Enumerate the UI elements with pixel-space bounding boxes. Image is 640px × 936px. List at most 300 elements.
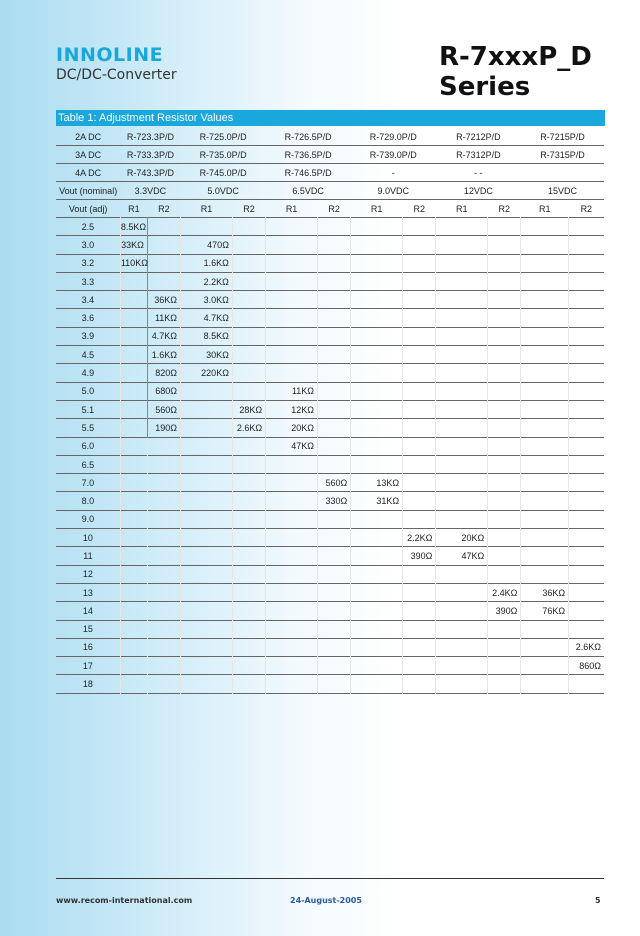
r2-value [488,474,521,492]
r2-value [318,364,351,382]
model-number: R-725.0P/D [199,131,247,142]
r1-value [181,400,233,418]
model-number: - [391,167,395,178]
series-title-line2: Series [439,72,531,102]
r1-value [521,218,569,236]
r1-value [120,346,147,364]
r1-value [266,327,318,345]
vout-nominal-value: 15VDC [547,185,577,196]
r2-value [232,492,265,510]
vout-nominal-value: 12VDC [463,185,493,196]
r1-value [120,492,147,510]
r2-value [318,382,351,400]
r1-value [351,583,403,601]
r2-value [403,346,436,364]
r2-header: R2 [413,203,425,214]
vout-nominal-value: 6.5VDC [292,185,324,196]
model-row [56,146,604,164]
r2-value [488,364,521,382]
r2-value [318,529,351,547]
r1-value [521,437,569,455]
model-number: R-723.3P/D [126,131,174,142]
r1-value [436,602,488,620]
r1-value [436,638,488,656]
r1-value: 36KΩ [521,583,569,601]
r2-value [569,510,604,528]
r1-value [521,675,569,693]
r1-value: 20KΩ [436,529,488,547]
r2-value [488,327,521,345]
table-row [56,218,604,236]
r2-value: 1.6KΩ [147,346,180,364]
current-label: 2A DC [75,131,102,142]
r1-value [120,620,147,638]
adjustment-resistor-table [56,128,604,694]
r1-value [521,327,569,345]
r2-value: 680Ω [147,382,180,400]
table-row [56,583,604,601]
vout-adj-value: 17 [82,660,93,671]
r1-value: 1.6KΩ [181,254,233,272]
r1-value [181,529,233,547]
model-number: R-745.0P/D [199,167,247,178]
vout-adj-value: 5.0 [81,386,95,397]
table-row [56,675,604,693]
r1-value [266,638,318,656]
r1-value [181,218,233,236]
r2-value [569,529,604,547]
series-title-line1: R-7xxxP_D [439,42,592,72]
r1-value: 47KΩ [266,437,318,455]
r2-value [569,474,604,492]
model-number: R-743.3P/D [126,167,174,178]
r2-value [232,529,265,547]
r2-value [403,254,436,272]
r2-value [318,565,351,583]
r1-value [436,382,488,400]
r1-header: R1 [128,203,140,214]
r1-value [266,309,318,327]
r2-value [232,327,265,345]
r1-value [521,364,569,382]
r2-value [569,254,604,272]
r2-value [569,419,604,437]
r2-value [318,620,351,638]
r1-value: 8.5KΩ [120,218,147,236]
r1-value [436,565,488,583]
r1-value [351,565,403,583]
r2-value [569,272,604,290]
r2-header: R2 [328,203,340,214]
r2-value [232,547,265,565]
r2-value [147,474,180,492]
table-row [56,565,604,583]
table-row [56,400,604,418]
r2-value [403,272,436,290]
r1-value [351,657,403,675]
r2-value [147,254,180,272]
r2-value [318,291,351,309]
r2-value [232,657,265,675]
vout-adj-value: 3.2 [81,258,95,269]
r1-value: 110KΩ [120,254,147,272]
r2-value [569,346,604,364]
table-row [56,638,604,656]
table-row [56,309,604,327]
r1-value [521,620,569,638]
vout-adj-value: 11 [83,550,93,561]
model-number: R-736.5P/D [284,149,332,160]
r1-value [351,510,403,528]
r1-value: 4.7KΩ [181,309,233,327]
r1-value: 3.0KΩ [181,291,233,309]
r2-value [403,675,436,693]
r1-value [266,657,318,675]
r1-value [436,583,488,601]
r2-value [488,236,521,254]
r1-value: 470Ω [181,236,233,254]
table-row [56,346,604,364]
r2-value [232,236,265,254]
r2-value [232,291,265,309]
r2-value [232,346,265,364]
r1-value [266,510,318,528]
r2-value [488,547,521,565]
r2-value [488,510,521,528]
r2-value [488,675,521,693]
r2-value [488,382,521,400]
r1-value [351,236,403,254]
r2-value: 560Ω [318,474,351,492]
series-title [439,42,592,102]
r2-value [318,675,351,693]
r2-value: 2.2KΩ [403,529,436,547]
r1-value [351,327,403,345]
footer-url[interactable]: www.recom-international.com [56,896,193,905]
r2-value: 390Ω [403,547,436,565]
r1-value [120,529,147,547]
r2-value [403,364,436,382]
r1-value [266,583,318,601]
table-title: Table 1: Adjustment Resistor Values [56,110,605,126]
r2-value: 2.6KΩ [569,638,604,656]
r1-value: 13KΩ [351,474,403,492]
r1-value [120,510,147,528]
r1-value [521,254,569,272]
vout-adj-value: 10 [82,532,93,543]
r2-value [147,620,180,638]
r1-value [521,419,569,437]
r2-value [488,638,521,656]
r2-value: 820Ω [147,364,180,382]
r1-value [120,272,147,290]
r1-value [351,291,403,309]
r2-value [488,565,521,583]
r1-value [521,346,569,364]
table-row [56,272,604,290]
table-row [56,291,604,309]
r2-value [147,492,180,510]
brand-subtitle: DC/DC-Converter [56,67,177,83]
r1-value [436,492,488,510]
r1-value [120,364,147,382]
r2-value: 2.4KΩ [488,583,521,601]
model-row [56,128,604,146]
r1-value [181,602,233,620]
r2-value [403,455,436,473]
r2-value [232,218,265,236]
r2-value [403,602,436,620]
r1-value [181,675,233,693]
r1-value [181,492,233,510]
r1-value [436,236,488,254]
r2-value [403,218,436,236]
r1-value [351,638,403,656]
r2-value [403,474,436,492]
model-number [521,164,604,182]
model-number: R-735.0P/D [199,149,247,160]
r1-value [351,254,403,272]
r1-value [266,291,318,309]
r2-value [569,236,604,254]
r2-value [569,620,604,638]
r1-value [120,474,147,492]
r1-value [266,346,318,364]
r2-value [318,657,351,675]
r2-value [147,236,180,254]
r1-value [181,455,233,473]
r1-value [436,346,488,364]
r2-value [488,419,521,437]
model-number: R-7215P/D [540,131,585,142]
model-number: R-739.0P/D [369,149,417,160]
r1-value [266,455,318,473]
r2-value [147,218,180,236]
vout-adj-value: 6.5 [81,459,95,470]
table-row [56,510,604,528]
r1-header: R1 [539,203,551,214]
r2-value [569,547,604,565]
r2-value: 4.7KΩ [147,327,180,345]
r1-value [266,218,318,236]
model-number: R-7315P/D [540,149,585,160]
r1-value [120,291,147,309]
r2-value [232,583,265,601]
r2-value [232,455,265,473]
r2-value [403,236,436,254]
r1-value [521,272,569,290]
r2-value [232,474,265,492]
r1-value [351,218,403,236]
r1-value [436,254,488,272]
vout-adj-value: 13 [82,587,93,598]
r2-value [403,309,436,327]
table-row [56,327,604,345]
r1-value [351,602,403,620]
r1-value [181,583,233,601]
r2-value: 2.6KΩ [232,419,265,437]
table-row [56,474,604,492]
r1-value [351,419,403,437]
r1-value [266,675,318,693]
r2-value [318,437,351,455]
r2-value [569,602,604,620]
r1-value [436,291,488,309]
vout-adj-value: 3.9 [81,331,95,342]
r2-value [488,272,521,290]
r1-value [351,400,403,418]
r2-value [403,382,436,400]
r2-value [147,547,180,565]
r1-value [351,529,403,547]
r2-value [232,602,265,620]
r2-value [232,254,265,272]
model-number: R-726.5P/D [284,131,332,142]
r1-value [351,620,403,638]
r1-value: 2.2KΩ [181,272,233,290]
r2-value [147,565,180,583]
table-row [56,455,604,473]
r1-value: 20KΩ [266,419,318,437]
vout-adj-value: 3.3 [81,276,95,287]
r1-value: 30KΩ [181,346,233,364]
r2-value [318,583,351,601]
r1-value: 11KΩ [266,382,318,400]
r2-value [403,327,436,345]
vout-adj-value: 5.1 [81,404,95,415]
r2-value [569,565,604,583]
r1-value [436,400,488,418]
r1-value [120,638,147,656]
r1-value [351,364,403,382]
r2-value [403,437,436,455]
r1-value [436,327,488,345]
r1-value [436,455,488,473]
r2-value [232,510,265,528]
r1-value: 31KΩ [351,492,403,510]
r2-value [232,638,265,656]
vout-adj-value: 4.5 [81,349,95,360]
r2-value [403,620,436,638]
r1-value [181,474,233,492]
r2-value: 36KΩ [147,291,180,309]
vout-adj-value: 7.0 [81,477,95,488]
vout-adj-value: 9.0 [81,514,95,525]
r2-value [147,638,180,656]
r2-header: R2 [158,203,170,214]
r1-value [436,364,488,382]
vout-adj-value: 18 [82,679,93,690]
r1-value [436,419,488,437]
table-row [56,529,604,547]
r2-value [569,437,604,455]
r2-value [147,455,180,473]
r1-value [436,309,488,327]
r2-value [147,272,180,290]
r2-value [318,455,351,473]
r1-value [266,236,318,254]
r2-value [318,309,351,327]
r2-value [232,437,265,455]
r1-value [436,620,488,638]
r2-value: 860Ω [569,657,604,675]
vout-nominal-value: 5.0VDC [207,185,239,196]
current-label: 3A DC [75,149,102,160]
r1-value [521,400,569,418]
r1-header: R1 [200,203,213,214]
vout-adj-value: 15 [82,624,93,635]
vout-adj-value: 6.0 [81,441,95,452]
r1-value [521,291,569,309]
r2-value [318,602,351,620]
r1-value [120,382,147,400]
r2-header: R2 [498,203,511,214]
r1-value: 47KΩ [436,547,488,565]
r2-value [147,583,180,601]
r2-value [488,254,521,272]
r1-value [351,272,403,290]
r1-value [181,620,233,638]
r2-value [569,309,604,327]
r2-value [488,657,521,675]
r2-value: 190Ω [147,419,180,437]
r1-value [120,455,147,473]
r1-value [120,400,147,418]
vout-adj-value: 3.6 [81,313,95,324]
r2-value [403,492,436,510]
r1-value [521,382,569,400]
r2-value [232,382,265,400]
r1-value: 12KΩ [266,400,318,418]
r2-value [232,364,265,382]
r1-value [266,620,318,638]
r1-value [181,437,233,455]
r1-value: 76KΩ [521,602,569,620]
vout-adj-value: 5.5 [81,422,95,433]
r2-value [569,218,604,236]
r2-value [318,638,351,656]
r1-value [120,327,147,345]
r1-header: R1 [285,203,298,214]
r2-value [488,529,521,547]
r2-value [488,309,521,327]
r1-header: R1 [370,203,383,214]
r2-value [403,565,436,583]
r1-value [266,492,318,510]
r2-value [488,492,521,510]
r1-value [266,474,318,492]
r1-value [351,382,403,400]
r1-value [521,510,569,528]
model-number: R-7212P/D [456,131,501,142]
vout-adj-value: 8.0 [81,496,95,507]
r1-value [436,437,488,455]
r2-value [147,602,180,620]
r2-value [488,455,521,473]
r2-value [569,455,604,473]
r2-value [318,510,351,528]
vout-adj-value: 12 [82,569,93,580]
r2-value [403,419,436,437]
r2-value: 11KΩ [147,309,180,327]
r2-value [569,583,604,601]
r2-value [403,400,436,418]
r2-value [147,529,180,547]
vout-nominal-value: 3.3VDC [134,185,167,196]
r2-value [569,364,604,382]
r2-value [488,400,521,418]
r1-value [351,437,403,455]
